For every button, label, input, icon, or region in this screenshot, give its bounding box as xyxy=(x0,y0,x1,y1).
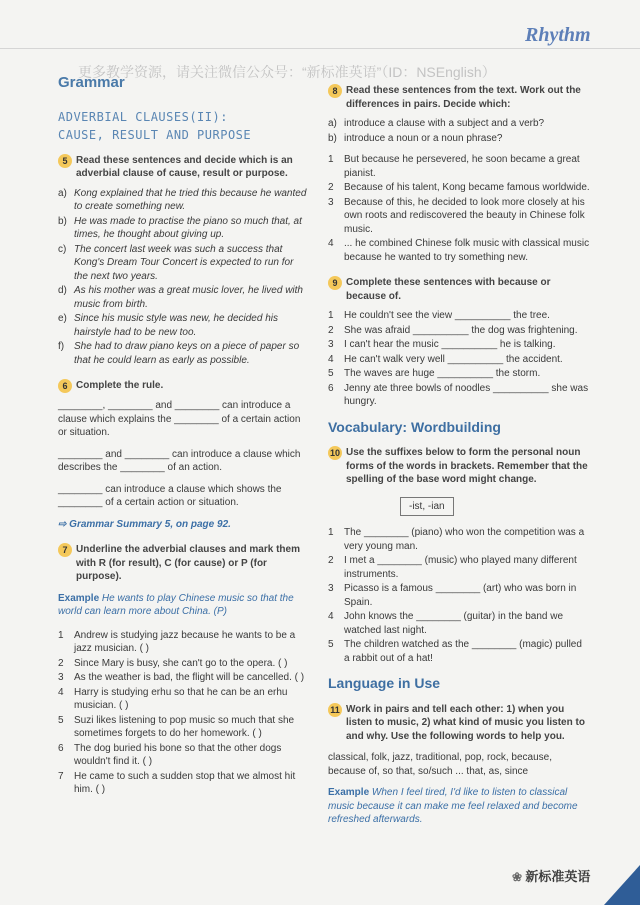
task-5-list xyxy=(58,187,308,368)
list-item xyxy=(328,353,590,367)
footer-credit xyxy=(512,866,590,885)
list-item xyxy=(58,770,308,797)
task-6 xyxy=(58,379,308,393)
subtitle-line-1: ADVERBIAL CLAUSES(II): xyxy=(58,109,228,124)
task-instruction: Complete these sentences with because or because of. xyxy=(346,277,551,302)
item-text: John knows the ________ (guitar) in the band we watched last night. xyxy=(344,611,564,636)
item-text: He was made to practise the piano so much that, at times, he thought about giving up. xyxy=(74,215,302,240)
item-text: As his mother was a great music lover, he lived with music from birth. xyxy=(74,285,303,310)
list-item xyxy=(328,367,590,381)
item-label: 4 xyxy=(328,611,334,622)
list-item xyxy=(328,196,590,237)
list-item xyxy=(328,153,590,180)
task-number-badge: 9 xyxy=(328,276,342,290)
credit-text: 新标准英语 xyxy=(525,869,591,884)
item-text: Kong explained that he tried this because he wanted to create something new. xyxy=(74,187,307,212)
list-item xyxy=(328,382,590,409)
item-text: Harry is studying erhu so that he can be an erhu musician. ( ) xyxy=(74,686,288,711)
list-item xyxy=(328,554,590,581)
item-label: 6 xyxy=(58,742,64,754)
task-instruction: Use the suffixes below to form the personal noun forms of the words in brackets. Remember that the spelling of the base word might change. xyxy=(346,447,588,485)
item-text: The concert last week was such a success that Kong's Dream Tour Concert is expected to run for the next two years. xyxy=(74,243,294,282)
item-label: 4 xyxy=(328,353,334,365)
item-label: 1 xyxy=(328,310,334,321)
task-11-example xyxy=(328,786,590,827)
item-text: Jenny ate three bowls of noodles __________ she was hungry. xyxy=(344,382,589,407)
item-label: c) xyxy=(58,243,67,255)
task-7 xyxy=(58,543,308,584)
list-item xyxy=(328,181,590,195)
example-text: He wants to play Chinese music so that the world can learn more about China. (P) xyxy=(58,592,294,617)
left-column xyxy=(58,72,308,798)
item-label: 5 xyxy=(328,639,334,650)
item-text: He can't walk very well __________ the accident. xyxy=(344,353,563,365)
rule-line-1: ________, ________ and ________ can introduce a clause which explains the ________ of a certain action or situation. xyxy=(58,400,301,438)
grammar-subtitle xyxy=(58,108,308,144)
list-item xyxy=(58,714,308,741)
item-text: I met a ________ (music) who played many different instruments. xyxy=(344,555,577,580)
summary-text: Grammar Summary 5, on page 92. xyxy=(69,518,231,530)
task-9-list xyxy=(328,309,590,409)
item-label: 5 xyxy=(328,368,334,379)
wechat-icon: ❀ xyxy=(512,870,526,884)
list-item xyxy=(328,324,590,338)
arrow-right-icon: ⇨ xyxy=(58,518,70,530)
list-item xyxy=(58,243,308,284)
item-text: The waves are huge __________ the storm. xyxy=(344,368,541,379)
task-10-list xyxy=(328,526,590,665)
rule-line-2: ________ and ________ can introduce a clause which describes the ________ of an action. xyxy=(58,448,301,473)
list-item xyxy=(328,309,590,323)
list-item xyxy=(58,629,308,656)
item-label: b) xyxy=(328,132,337,144)
task-number-badge: 8 xyxy=(328,84,342,98)
list-item xyxy=(58,671,308,685)
task-5 xyxy=(58,154,308,181)
item-label: a) xyxy=(58,187,67,199)
item-text: Andrew is studying jazz because he wants to be a jazz musician. ( ) xyxy=(74,629,296,654)
list-item xyxy=(328,237,590,264)
example-label: Example xyxy=(58,592,100,604)
watermark-text: 更多教学资源，请关注微信公众号：“新标准英语”（ID：NSEnglish） xyxy=(78,64,496,80)
list-item xyxy=(58,187,308,214)
item-label: 2 xyxy=(328,182,334,193)
item-text: Suzi likes listening to pop music so much that she sometimes forgets to do her homework. ( ) xyxy=(74,714,295,739)
task-instruction: Work in pairs and tell each other: 1) when you listen to music, 2) what kind of music you listen to and why. Use the following words to help you. xyxy=(346,703,585,742)
right-column xyxy=(328,78,590,837)
item-label: 3 xyxy=(328,196,334,208)
item-text: As the weather is bad, the flight will be cancelled. ( ) xyxy=(74,672,305,683)
subtitle-line-2: CAUSE, RESULT AND PURPOSE xyxy=(58,127,252,142)
task-number-badge: 11 xyxy=(328,703,342,717)
list-item xyxy=(328,610,590,637)
list-item xyxy=(328,338,590,352)
item-text: He came to such a sudden stop that we almost hit him. ( ) xyxy=(74,770,296,795)
task-7-example xyxy=(58,592,308,619)
task-number-badge: 6 xyxy=(58,379,72,393)
item-label: 1 xyxy=(58,629,64,641)
item-label: 3 xyxy=(328,583,334,594)
item-label: d) xyxy=(58,285,67,296)
item-label: 4 xyxy=(58,686,64,698)
list-item xyxy=(58,284,308,311)
item-label: 2 xyxy=(328,324,334,336)
rhythm-brand: Rhythm xyxy=(525,24,591,46)
grammar-title: Grammar xyxy=(58,74,125,91)
item-text: She was afraid __________ the dog was frightening. xyxy=(344,324,578,336)
item-text: She had to draw piano keys on a piece of paper so that he could learn as early as possible. xyxy=(74,341,300,366)
word-bank: classical, folk, jazz, traditional, pop, rock, because, because of, so that, so/such ... that, as, since xyxy=(328,752,552,777)
item-text: Since Mary is busy, she can't go to the opera. ( ) xyxy=(74,657,288,669)
grammar-summary-link[interactable] xyxy=(58,518,308,532)
list-item xyxy=(58,742,308,769)
task-instruction: Complete the rule. xyxy=(76,380,164,391)
item-label: 2 xyxy=(58,657,64,669)
item-label: 6 xyxy=(328,382,334,394)
task-number-badge: 10 xyxy=(329,448,340,458)
list-item xyxy=(328,117,590,131)
item-label: 5 xyxy=(58,714,64,726)
item-text: introduce a noun or a noun phrase? xyxy=(344,132,503,144)
item-text: introduce a clause with a subject and a verb? xyxy=(344,118,545,129)
task-11 xyxy=(328,703,590,744)
task-10 xyxy=(328,446,590,487)
task-8-list xyxy=(328,153,590,264)
task-7-list xyxy=(58,629,308,797)
task-instruction: Underline the adverbial clauses and mark them with R (for result), C (for cause) or P (for purpose). xyxy=(76,544,300,582)
list-item xyxy=(58,657,308,671)
language-in-use-heading: Language in Use xyxy=(328,675,441,691)
item-text: The ________ (piano) who won the competition was a very young man. xyxy=(344,527,585,552)
task-number-badge: 7 xyxy=(58,543,72,557)
item-text: The dog buried his bone so that the other dogs wouldn't find it. ( ) xyxy=(74,742,282,767)
list-item xyxy=(328,638,590,665)
list-item xyxy=(58,312,308,339)
list-item xyxy=(328,526,590,553)
item-label: 3 xyxy=(328,339,334,350)
task-instruction: Read these sentences from the text. Work out the differences in pairs. Decide which: xyxy=(346,85,581,110)
page-corner-decoration xyxy=(604,865,640,905)
item-label: 1 xyxy=(328,154,334,165)
item-label: 3 xyxy=(58,672,64,683)
list-item xyxy=(58,686,308,713)
item-text: I can't hear the music __________ he is talking. xyxy=(344,339,556,350)
item-label: e) xyxy=(58,313,67,324)
item-label: 7 xyxy=(58,770,64,782)
item-text: Picasso is a famous ________ (art) who was born in Spain. xyxy=(344,583,577,608)
header-rule xyxy=(0,48,640,49)
item-text: The children watched as the ________ (magic) pulled a rabbit out of a hat! xyxy=(344,639,582,664)
item-text: Because of this, he decided to look more closely at his own roots and rediscovered the beauty in Chinese folk music. xyxy=(344,196,585,235)
task-8 xyxy=(328,84,590,111)
item-text: But because he persevered, he soon became a great pianist. xyxy=(344,154,580,179)
task-8-options xyxy=(328,117,590,145)
list-item xyxy=(58,340,308,367)
task-number-badge: 5 xyxy=(58,154,72,168)
example-text: When I feel tired, I'd like to listen to classical music because it can make me feel relaxed and become refreshed afterwards. xyxy=(328,787,578,825)
task-instruction: Read these sentences and decide which is an adverbial clause of cause, result or purpose. xyxy=(76,154,293,179)
item-label: b) xyxy=(58,215,67,227)
vocabulary-heading: Vocabulary: Wordbuilding xyxy=(328,418,501,435)
suffix-box: -ist, -ian xyxy=(400,497,454,517)
item-text: Because of his talent, Kong became famous worldwide. xyxy=(344,182,590,193)
list-item xyxy=(328,132,590,146)
rule-line-3: ________ can introduce a clause which shows the ________ of a certain action or situation. xyxy=(58,483,282,508)
item-label: 2 xyxy=(328,555,334,566)
item-text: Since his music style was new, he decided his hairstyle had to be new too. xyxy=(74,313,278,338)
item-label: a) xyxy=(328,118,337,129)
item-text: ... he combined Chinese folk music with classical music because he wanted to try something new. xyxy=(344,238,590,263)
list-item xyxy=(58,215,308,242)
task-9 xyxy=(328,276,590,303)
list-item xyxy=(328,582,590,609)
item-text: He couldn't see the view __________ the tree. xyxy=(344,310,550,321)
item-label: f) xyxy=(58,341,65,352)
item-label: 4 xyxy=(328,238,334,249)
item-label: 1 xyxy=(328,527,334,538)
example-label: Example xyxy=(328,787,370,798)
